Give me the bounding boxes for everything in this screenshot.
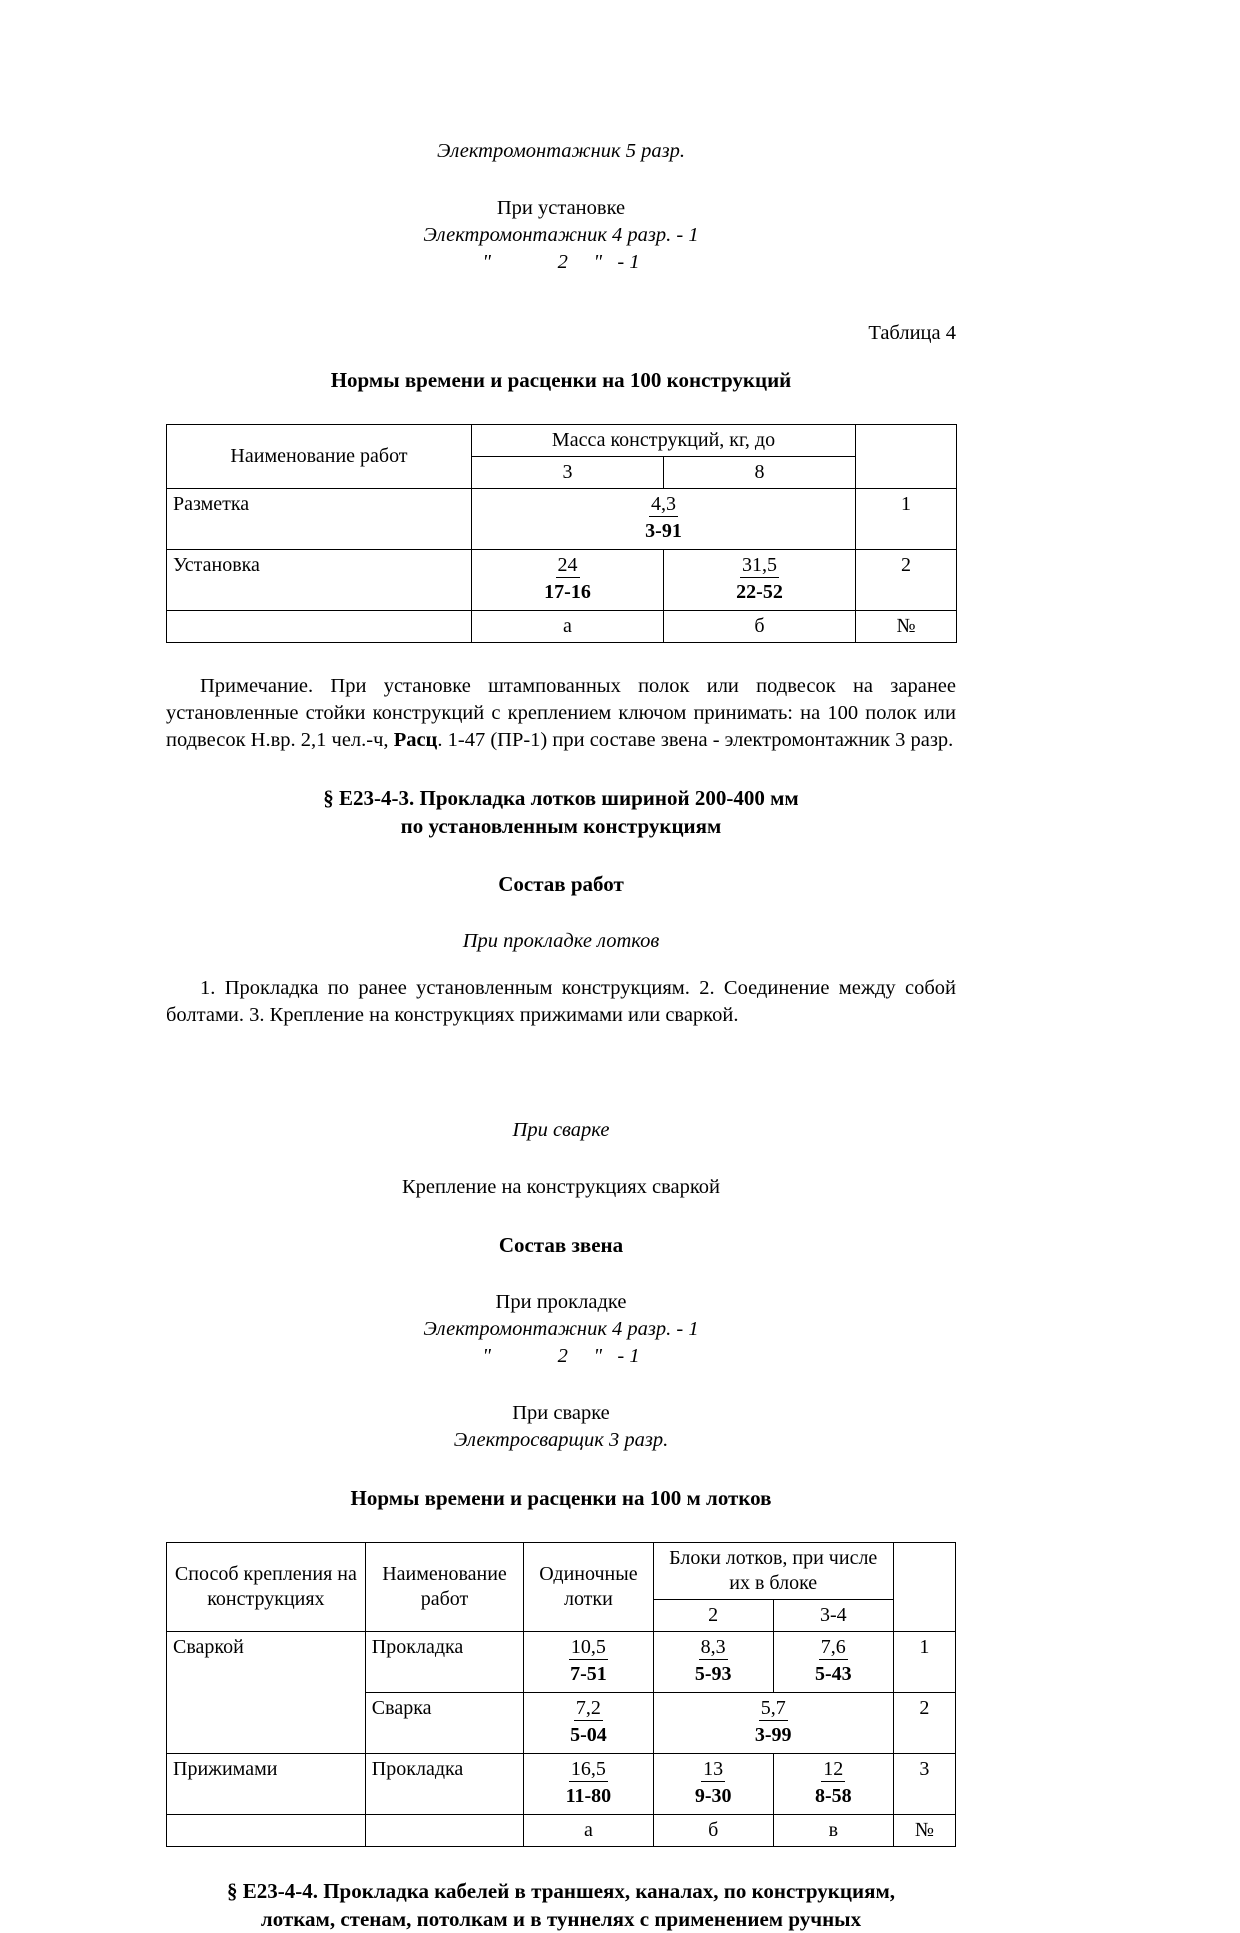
table2-row1-no: 2: [893, 1693, 955, 1754]
table2-row1-work: Сварка: [365, 1693, 523, 1754]
fraction-denominator: 7-51: [570, 1663, 607, 1685]
table2-row0-b34: [773, 1632, 893, 1693]
fraction-numerator: 7,6: [820, 1636, 846, 1658]
spacer: [166, 955, 956, 975]
crew-top-line: Электромонтажник 5 разр.: [437, 140, 685, 162]
top-block: [166, 0, 956, 276]
spacer: [166, 898, 956, 928]
welding-subheading: При сварке: [512, 1119, 610, 1141]
crew-laying-line-1: Электромонтажник 4 разр. - 1: [423, 1318, 699, 1340]
fraction-numerator: 24: [557, 554, 578, 576]
spacer: [166, 1454, 956, 1484]
fraction-denominator: 9-30: [694, 1785, 732, 1807]
table2-row2-work: Прокладка: [365, 1754, 523, 1815]
table2-title: Нормы времени и расценки на 100 м лотков: [350, 1486, 772, 1510]
section-heading-line2: по установленным конструкциям: [400, 814, 722, 838]
table1-footer-a: а: [472, 611, 664, 643]
fraction-value: [670, 553, 849, 604]
fraction-denominator: 5-93: [694, 1663, 732, 1685]
fraction-numerator: 7,2: [575, 1697, 601, 1719]
table2-row2-b2: [653, 1754, 773, 1815]
fraction-denominator: 3-91: [645, 520, 682, 542]
table-row: [167, 1632, 956, 1693]
fraction-value: [660, 1757, 767, 1808]
works-body-paragraph: 1. Прокладка по ранее установленным конструкциям. 2. Соединение между собой болтами. 3. Крепление на конструкциях прижимами или сваркой.: [166, 977, 956, 1026]
fraction-value: [780, 1635, 887, 1686]
fraction-numerator: 31,5: [742, 554, 777, 576]
fraction-numerator: 10,5: [570, 1636, 606, 1658]
table2-row1-blocks-merged: [653, 1693, 893, 1754]
fraction-denominator: 11-80: [565, 1785, 612, 1807]
fraction-value: [660, 1696, 887, 1747]
table2-col-method: Способ крепления на конструкциях: [167, 1543, 366, 1632]
table1-col-num: [856, 425, 957, 489]
spacer: [166, 840, 956, 870]
note-bold-token: Расц: [393, 729, 438, 751]
spacer: [166, 1259, 956, 1289]
table1-footer-b: б: [664, 611, 856, 643]
table2-footer-work: [365, 1815, 523, 1847]
note-paragraph: [166, 673, 956, 754]
install-label: При установке: [496, 197, 626, 219]
table2-sub-2: 2: [653, 1600, 773, 1632]
table1-row0-name: Разметка: [167, 489, 472, 550]
spacer: [166, 1370, 956, 1400]
table2-row0-work: Прокладка: [365, 1632, 523, 1693]
table2-footer-no: №: [893, 1815, 955, 1847]
table1-row1-value-a: [472, 550, 664, 611]
table2-col-blocks: Блоки лотков, при числе их в блоке: [653, 1543, 893, 1600]
spacer: [166, 165, 956, 195]
table1-row1-name: Установка: [167, 550, 472, 611]
table2-row2-single: [524, 1754, 653, 1815]
fraction-denominator: 22-52: [736, 581, 783, 603]
crew-laying-line-2: " 2 " - 1: [482, 1345, 640, 1367]
fraction-denominator: 5-43: [814, 1663, 852, 1685]
note-text-tail: . 1-47 (ПР-1) при составе звена - электромонтажник 3 разр.: [437, 729, 954, 751]
table-row: [167, 489, 957, 550]
norms-table-100-constructions: [166, 424, 957, 643]
fraction-value: [478, 553, 657, 604]
spacer: [166, 1512, 956, 1542]
table2-row0-no: 1: [893, 1632, 955, 1693]
spacer: [166, 276, 956, 320]
table-number-label: Таблица 4: [868, 322, 956, 344]
table2-col-num: [893, 1543, 955, 1632]
spacer: [166, 754, 956, 784]
fraction-denominator: 17-16: [544, 581, 591, 603]
table1-sub-a: 3: [472, 457, 664, 489]
works-composition-heading: Состав работ: [498, 872, 624, 896]
table-header-row: [167, 1543, 956, 1600]
spacer: [166, 643, 956, 673]
table2-col-single: Одиночные лотки: [524, 1543, 653, 1632]
note-text-lead: Примечание. При установке штампованных полок или подвесок на заранее установленные стойки конструкций с креплением ключом принимать: на 100 полок или подвесок Н.вр. 2,1 чел.-ч,: [166, 675, 956, 751]
section-heading-line1: § Е23-4-3. Прокладка лотков шириной 200-400 мм: [323, 786, 799, 810]
fraction-value: [530, 1696, 646, 1747]
table1-footer-name: [167, 611, 472, 643]
table-header-row: [167, 425, 957, 457]
table2-footer-b34: в: [773, 1815, 893, 1847]
footer-section-heading-line2: лоткам, стенам, потолкам и в туннелях с применением ручных: [260, 1907, 862, 1931]
table1-row0-value-merged: [472, 489, 856, 550]
fraction-numerator: 5,7: [760, 1697, 786, 1719]
crew-laying-label: При прокладке: [495, 1291, 627, 1313]
fraction-value: [530, 1635, 646, 1686]
table2-row2-b34: [773, 1754, 893, 1815]
table2-row1-single: [524, 1693, 653, 1754]
norms-table-100m-trays: [166, 1542, 956, 1847]
fraction-value: [478, 492, 849, 543]
spacer: [166, 1029, 956, 1117]
table2-row0-b2: [653, 1632, 773, 1693]
install-crew-line-1: Электромонтажник 4 разр. - 1: [423, 224, 699, 246]
table1-row1-no: 2: [856, 550, 957, 611]
fraction-numerator: 8,3: [700, 1636, 726, 1658]
crew-welding-line-1: Электросварщик 3 разр.: [453, 1429, 669, 1451]
page-content: [166, 0, 956, 1933]
spacer: [166, 1201, 956, 1231]
table1-title: Нормы времени и расценки на 100 конструкций: [330, 368, 792, 392]
table2-footer-b2: б: [653, 1815, 773, 1847]
spacer: [166, 394, 956, 424]
fraction-value: [780, 1757, 887, 1808]
fraction-value: [530, 1757, 646, 1808]
table1-footer-no: №: [856, 611, 957, 643]
spacer: [166, 346, 956, 366]
footer-section-heading-line1: § Е23-4-4. Прокладка кабелей в траншеях, каналах, по конструкциям,: [226, 1879, 896, 1903]
laying-subheading: При прокладке лотков: [462, 930, 660, 952]
table2-row0-method: Сваркой: [167, 1632, 366, 1754]
table2-row0-single: [524, 1632, 653, 1693]
fraction-denominator: 5-04: [570, 1724, 607, 1746]
fraction-denominator: 8-58: [814, 1785, 852, 1807]
table1-wrap: [166, 424, 956, 643]
table2-row2-no: 3: [893, 1754, 955, 1815]
table1-row0-no: 1: [856, 489, 957, 550]
table2-sub-34: 3-4: [773, 1600, 893, 1632]
table1-sub-b: 8: [664, 457, 856, 489]
crew-composition-heading: Состав звена: [498, 1233, 624, 1257]
crew-welding-label: При сварке: [512, 1402, 610, 1424]
table-row: [167, 1754, 956, 1815]
table2-col-work: Наименование работ: [365, 1543, 523, 1632]
table1-col-name: Наименование работ: [167, 425, 472, 489]
fraction-numerator: 16,5: [570, 1758, 606, 1780]
fraction-numerator: 13: [703, 1758, 724, 1780]
install-crew-line-2: " 2 " - 1: [482, 251, 640, 273]
spacer: [166, 1144, 956, 1174]
table-row: [167, 550, 957, 611]
fraction-numerator: 4,3: [651, 493, 676, 515]
table2-footer-single: а: [524, 1815, 653, 1847]
table-footer-row: [167, 1815, 956, 1847]
table2-wrap: [166, 1542, 956, 1847]
fraction-numerator: 12: [823, 1758, 844, 1780]
fraction-value: [660, 1635, 767, 1686]
spacer: [166, 1847, 956, 1877]
table-footer-row: [167, 611, 957, 643]
fraction-denominator: 3-99: [754, 1724, 792, 1746]
table2-row2-method: Прижимами: [167, 1754, 366, 1815]
table1-col-group: Масса конструкций, кг, до: [472, 425, 856, 457]
welding-body: Крепление на конструкциях сваркой: [401, 1176, 721, 1198]
table1-row1-value-b: [664, 550, 856, 611]
table2-footer-method: [167, 1815, 366, 1847]
